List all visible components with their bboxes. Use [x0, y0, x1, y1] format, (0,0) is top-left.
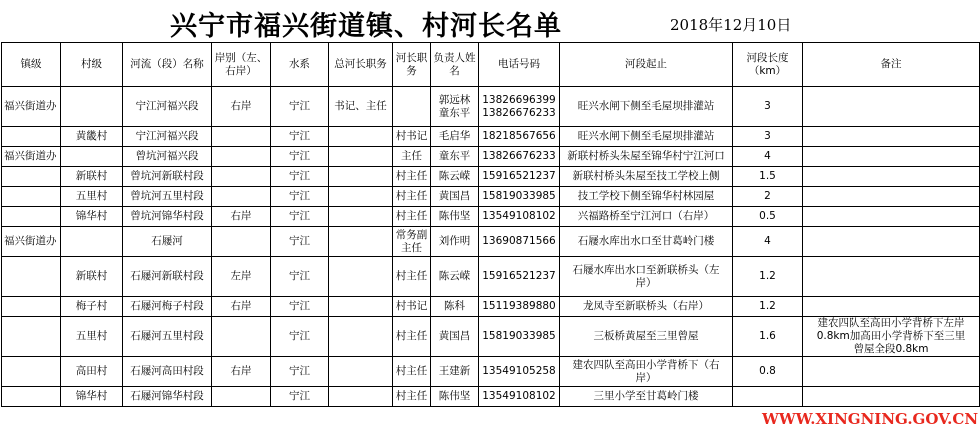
header-chief-title: 总河长职务 — [329, 43, 393, 87]
cell-village — [61, 87, 123, 127]
cell-duty: 村主任 — [393, 317, 431, 357]
cell-town — [2, 357, 61, 387]
cell-river: 曾坑河锦华村段 — [123, 207, 212, 227]
table-row — [2, 187, 980, 207]
cell-bank — [212, 167, 271, 187]
cell-bank: 右岸 — [212, 357, 271, 387]
cell-village: 黄畿村 — [61, 127, 123, 147]
cell-village: 高田村 — [61, 357, 123, 387]
cell-phone: 15119389880 — [479, 297, 560, 317]
title-bar — [0, 0, 980, 42]
cell-length: 4 — [733, 227, 803, 257]
cell-system: 宁江 — [271, 87, 329, 127]
cell-system: 宁江 — [271, 227, 329, 257]
cell-river: 石屦河梅子村段 — [123, 297, 212, 317]
cell-person: 陈伟坚 — [431, 207, 479, 227]
cell-section: 龙凤寺至新联桥头（右岸） — [560, 297, 733, 317]
cell-village: 锦华村 — [61, 387, 123, 407]
cell-person: 郭远林 童东平 — [431, 87, 479, 127]
cell-note — [803, 147, 980, 167]
cell-bank — [212, 127, 271, 147]
table-row — [2, 317, 980, 357]
cell-length: 3 — [733, 87, 803, 127]
cell-chief-title — [329, 147, 393, 167]
cell-system: 宁江 — [271, 297, 329, 317]
cell-river: 石屦河新联村段 — [123, 257, 212, 297]
cell-section: 旺兴水闸下侧至毛屋坝排灌站 — [560, 87, 733, 127]
cell-bank — [212, 187, 271, 207]
cell-note — [803, 187, 980, 207]
cell-section: 石屦水库出水口至新联桥头（左 岸） — [560, 257, 733, 297]
cell-length — [733, 387, 803, 407]
cell-bank: 右岸 — [212, 87, 271, 127]
cell-town — [2, 297, 61, 317]
page-title: 兴宁市福兴街道镇、村河长名单 — [170, 11, 562, 42]
cell-chief-title — [329, 357, 393, 387]
cell-river: 曾坑河五里村段 — [123, 187, 212, 207]
cell-town — [2, 257, 61, 297]
cell-length: 0.5 — [733, 207, 803, 227]
cell-village — [61, 227, 123, 257]
header-village: 村级 — [61, 43, 123, 87]
cell-person: 陈云嵘 — [431, 167, 479, 187]
cell-town — [2, 317, 61, 357]
cell-section: 新联村桥头朱屋至锦华村宁江河口 — [560, 147, 733, 167]
header-length: 河段长度（km） — [733, 43, 803, 87]
cell-river: 石屦河 — [123, 227, 212, 257]
cell-town: 福兴街道办 — [2, 87, 61, 127]
cell-note — [803, 207, 980, 227]
cell-note — [803, 127, 980, 147]
cell-section: 石屦水库出水口至甘葛岭门楼 — [560, 227, 733, 257]
cell-length: 1.2 — [733, 297, 803, 317]
cell-system: 宁江 — [271, 317, 329, 357]
cell-person: 王建新 — [431, 357, 479, 387]
cell-phone: 13826696399 13826676233 — [479, 87, 560, 127]
table-row — [2, 167, 980, 187]
cell-section: 建农四队至高田小学背桥下（右 岸） — [560, 357, 733, 387]
header-system: 水系 — [271, 43, 329, 87]
cell-length: 1.5 — [733, 167, 803, 187]
cell-town — [2, 187, 61, 207]
table-row — [2, 387, 980, 407]
cell-person: 童东平 — [431, 147, 479, 167]
cell-person: 毛启华 — [431, 127, 479, 147]
cell-note — [803, 357, 980, 387]
cell-bank — [212, 227, 271, 257]
cell-town — [2, 127, 61, 147]
watermark-url: WWW.XINGNING.GOV.CN — [762, 410, 979, 428]
cell-phone: 15916521237 — [479, 167, 560, 187]
cell-village: 五里村 — [61, 317, 123, 357]
cell-phone: 15819033985 — [479, 187, 560, 207]
cell-note — [803, 257, 980, 297]
cell-bank — [212, 317, 271, 357]
cell-person: 陈科 — [431, 297, 479, 317]
cell-chief-title — [329, 297, 393, 317]
header-river: 河流（段）名称 — [123, 43, 212, 87]
cell-phone: 13826676233 — [479, 147, 560, 167]
cell-section: 三板桥黄屋至三里曾屋 — [560, 317, 733, 357]
cell-town: 福兴街道办 — [2, 147, 61, 167]
cell-town — [2, 167, 61, 187]
cell-bank: 右岸 — [212, 297, 271, 317]
cell-person: 刘作明 — [431, 227, 479, 257]
cell-phone: 18218567656 — [479, 127, 560, 147]
cell-chief-title — [329, 387, 393, 407]
header-note: 备注 — [803, 43, 980, 87]
cell-section: 兴福路桥至宁江河口（右岸） — [560, 207, 733, 227]
cell-system: 宁江 — [271, 167, 329, 187]
cell-village: 新联村 — [61, 167, 123, 187]
cell-phone: 13690871566 — [479, 227, 560, 257]
cell-town: 福兴街道办 — [2, 227, 61, 257]
cell-system: 宁江 — [271, 207, 329, 227]
header-bank: 岸别（左、右岸） — [212, 43, 271, 87]
cell-system: 宁江 — [271, 387, 329, 407]
cell-note — [803, 87, 980, 127]
header-town: 镇级 — [2, 43, 61, 87]
cell-village: 锦华村 — [61, 207, 123, 227]
cell-phone: 13549108102 — [479, 207, 560, 227]
cell-system: 宁江 — [271, 257, 329, 297]
cell-phone: 13549108102 — [479, 387, 560, 407]
cell-town — [2, 387, 61, 407]
cell-person: 陈伟坚 — [431, 387, 479, 407]
cell-section: 技工学校下侧至锦华村林园屋 — [560, 187, 733, 207]
cell-note: 建农四队至高田小学背桥下左岸 0.8km加高田小学背桥下至三里 曾屋全段0.8km — [803, 317, 980, 357]
header-person: 负责人姓名 — [431, 43, 479, 87]
cell-river: 曾坑河福兴段 — [123, 147, 212, 167]
cell-note — [803, 387, 980, 407]
cell-system: 宁江 — [271, 187, 329, 207]
cell-phone: 15916521237 — [479, 257, 560, 297]
cell-person: 黄国昌 — [431, 317, 479, 357]
cell-duty: 常务副 主任 — [393, 227, 431, 257]
cell-chief-title — [329, 207, 393, 227]
cell-system: 宁江 — [271, 357, 329, 387]
cell-chief-title — [329, 317, 393, 357]
cell-person: 陈云嵘 — [431, 257, 479, 297]
cell-duty: 村书记 — [393, 127, 431, 147]
table-row — [2, 147, 980, 167]
header-duty: 河长职务 — [393, 43, 431, 87]
cell-phone: 13549105258 — [479, 357, 560, 387]
cell-bank: 左岸 — [212, 257, 271, 297]
cell-river: 石屦河锦华村段 — [123, 387, 212, 407]
cell-chief-title — [329, 187, 393, 207]
cell-length: 3 — [733, 127, 803, 147]
cell-bank — [212, 147, 271, 167]
cell-chief-title — [329, 227, 393, 257]
cell-note — [803, 297, 980, 317]
cell-section: 新联村桥头朱屋至技工学校上侧 — [560, 167, 733, 187]
cell-duty: 村主任 — [393, 167, 431, 187]
cell-person: 黄国昌 — [431, 187, 479, 207]
table-row — [2, 297, 980, 317]
table-row — [2, 127, 980, 147]
cell-village — [61, 147, 123, 167]
river-chief-table — [1, 42, 980, 407]
cell-chief-title: 书记、主任 — [329, 87, 393, 127]
cell-bank: 右岸 — [212, 207, 271, 227]
table-header-row — [2, 43, 980, 87]
cell-section: 旺兴水闸下侧至毛屋坝排灌站 — [560, 127, 733, 147]
cell-town — [2, 207, 61, 227]
table-row — [2, 357, 980, 387]
cell-chief-title — [329, 127, 393, 147]
cell-duty: 村主任 — [393, 207, 431, 227]
cell-village: 梅子村 — [61, 297, 123, 317]
header-section: 河段起止 — [560, 43, 733, 87]
cell-length: 2 — [733, 187, 803, 207]
cell-duty: 村主任 — [393, 387, 431, 407]
cell-duty — [393, 87, 431, 127]
header-phone: 电话号码 — [479, 43, 560, 87]
cell-length: 1.2 — [733, 257, 803, 297]
cell-length: 0.8 — [733, 357, 803, 387]
cell-river: 石屦河五里村段 — [123, 317, 212, 357]
cell-duty: 村主任 — [393, 257, 431, 297]
cell-note — [803, 167, 980, 187]
date-label: 2018年12月10日 — [670, 16, 792, 34]
cell-chief-title — [329, 167, 393, 187]
cell-bank — [212, 387, 271, 407]
cell-length: 4 — [733, 147, 803, 167]
cell-village: 新联村 — [61, 257, 123, 297]
table-row — [2, 207, 980, 227]
cell-section: 三里小学至甘葛岭门楼 — [560, 387, 733, 407]
cell-duty: 村主任 — [393, 357, 431, 387]
cell-duty: 村书记 — [393, 297, 431, 317]
cell-duty: 村主任 — [393, 187, 431, 207]
table-row — [2, 257, 980, 297]
cell-river: 曾坑河新联村段 — [123, 167, 212, 187]
cell-village: 五里村 — [61, 187, 123, 207]
cell-system: 宁江 — [271, 147, 329, 167]
cell-note — [803, 227, 980, 257]
cell-duty: 主任 — [393, 147, 431, 167]
cell-river: 石屦河高田村段 — [123, 357, 212, 387]
cell-length: 1.6 — [733, 317, 803, 357]
cell-system: 宁江 — [271, 127, 329, 147]
table-row — [2, 87, 980, 127]
cell-chief-title — [329, 257, 393, 297]
table-row — [2, 227, 980, 257]
cell-river: 宁江河福兴段 — [123, 87, 212, 127]
cell-phone: 15819033985 — [479, 317, 560, 357]
cell-river: 宁江河福兴段 — [123, 127, 212, 147]
